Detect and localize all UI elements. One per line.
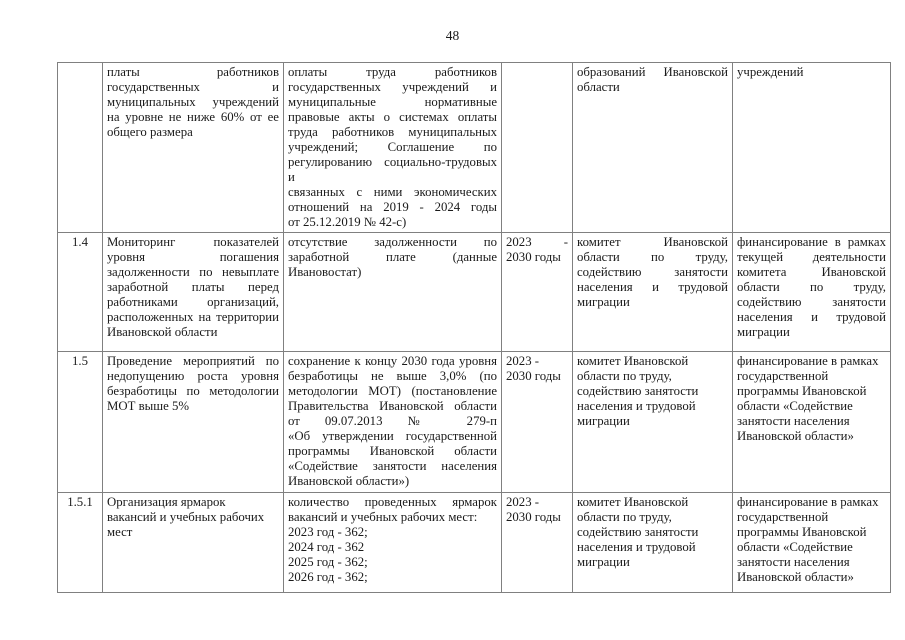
cell-text-line: Ивановской области» xyxy=(737,570,854,584)
cell-text-line: МОТ выше 5% xyxy=(107,399,190,413)
cell-text-line: комитет Ивановской xyxy=(577,495,689,509)
cell-text-line: Мониторинг показателей xyxy=(107,235,279,249)
cell-text-line: 2023 - xyxy=(506,235,568,249)
cell-text-line: государственной xyxy=(737,369,829,383)
cell-text-line: Организация ярмарок xyxy=(107,495,226,509)
cell-text-line: сохранение к концу 2030 года уровня xyxy=(288,354,497,368)
cell-text-line: текущей деятельности xyxy=(737,250,886,264)
cell-activity xyxy=(103,493,284,593)
cell-text-line: 2025 год - 362; xyxy=(288,555,368,569)
table-row xyxy=(58,352,891,493)
cell-text-line: отношений на 2019 - 2024 годы xyxy=(288,200,497,214)
cell-text-line: области по труду, xyxy=(577,369,672,383)
cell-text-line: Правительства Ивановской области xyxy=(288,399,497,413)
cell-text-line: платы работников xyxy=(107,65,279,79)
cell-text-line: миграции xyxy=(577,295,630,309)
cell-text-line: вакансий и учебных рабочих xyxy=(107,510,265,524)
cell-text-line: государственных учреждений и xyxy=(288,80,497,94)
cell-text-line: государственных и xyxy=(107,80,279,94)
cell-text-line: комитет Ивановской xyxy=(577,235,728,249)
cell-text-line: «Об утверждении государственной xyxy=(288,429,497,443)
cell-text-line: государственной xyxy=(737,510,829,524)
cell-text-line: финансирование в рамках xyxy=(737,354,879,368)
cell-expected-result xyxy=(284,63,502,233)
cell-text-line: расположенных на территории xyxy=(107,310,279,324)
cell-number: 1.5 xyxy=(58,352,103,493)
cell-text-line: учреждений xyxy=(737,65,804,79)
measures-table xyxy=(57,62,891,593)
cell-text-line: Ивановской области» xyxy=(737,429,854,443)
cell-text-line: отсутствие задолженности по xyxy=(288,235,497,249)
cell-text-line: программы Ивановской области xyxy=(288,444,497,458)
cell-period xyxy=(502,493,573,593)
cell-text-line: от 09.07.2013 № 279-п xyxy=(288,414,497,428)
cell-text-line: 2026 год - 362; xyxy=(288,570,368,584)
cell-text-line: методологии МОТ) (постановление xyxy=(288,384,497,398)
table-row xyxy=(58,63,891,233)
cell-text-line: недопущению роста уровня xyxy=(107,369,279,383)
cell-text-line: населения и трудовой xyxy=(577,399,696,413)
cell-text-line: безработицы не выше 3,0% (по xyxy=(288,369,497,383)
cell-text-line: труда работников муниципальных xyxy=(288,125,497,139)
cell-text-line: Проведение мероприятий по xyxy=(107,354,279,368)
cell-financing xyxy=(733,352,891,493)
cell-text-line: области по труду, xyxy=(577,510,672,524)
cell-text-line: количество проведенных ярмарок xyxy=(288,495,497,509)
cell-text-line: финансирование в рамках xyxy=(737,495,879,509)
cell-financing xyxy=(733,233,891,352)
cell-text-line: безработицы по методологии xyxy=(107,384,279,398)
cell-text-line: области «Содействие xyxy=(737,540,853,554)
cell-text-line: миграции xyxy=(577,555,630,569)
table-row xyxy=(58,233,891,352)
cell-executor xyxy=(573,493,733,593)
cell-number: 1.4 xyxy=(58,233,103,352)
cell-text-line: 2023 - xyxy=(506,495,540,509)
cell-text-line: общего размера xyxy=(107,125,193,139)
cell-text-line: муниципальных учреждений xyxy=(107,95,279,109)
cell-activity xyxy=(103,63,284,233)
cell-text-line: работниками организаций, xyxy=(107,295,279,309)
cell-executor xyxy=(573,63,733,233)
cell-text-line: от 25.12.2019 № 42-с) xyxy=(288,215,407,229)
cell-text-line: 2024 год - 362 xyxy=(288,540,365,554)
cell-text-line: учреждений; Соглашение по xyxy=(288,140,497,154)
cell-period xyxy=(502,352,573,493)
cell-text-line: заработной платы перед xyxy=(107,280,279,294)
cell-text-line: регулированию социально-трудовых и xyxy=(288,155,497,184)
cell-text-line: комитета Ивановской xyxy=(737,265,886,279)
cell-text-line: «Содействие занятости населения xyxy=(288,459,497,473)
cell-executor xyxy=(573,352,733,493)
cell-text-line: заработной плате (данные xyxy=(288,250,497,264)
cell-text-line: содействию занятости xyxy=(577,265,728,279)
cell-financing xyxy=(733,63,891,233)
cell-financing xyxy=(733,493,891,593)
cell-text-line: населения и трудовой xyxy=(737,310,886,324)
cell-period xyxy=(502,233,573,352)
cell-text-line: области по труду, xyxy=(737,280,886,294)
cell-text-line: занятости населения xyxy=(737,555,850,569)
cell-text-line: образований Ивановской xyxy=(577,65,728,79)
cell-text-line: 2030 годы xyxy=(506,250,561,264)
table-row xyxy=(58,493,891,593)
cell-text-line: комитет Ивановской xyxy=(577,354,689,368)
cell-number xyxy=(58,63,103,233)
cell-expected-result xyxy=(284,233,502,352)
cell-text-line: муниципальные нормативные xyxy=(288,95,497,109)
cell-text-line: 2023 год - 362; xyxy=(288,525,368,539)
cell-text-line: программы Ивановской xyxy=(737,384,867,398)
cell-expected-result xyxy=(284,352,502,493)
cell-executor xyxy=(573,233,733,352)
cell-expected-result xyxy=(284,493,502,593)
cell-number: 1.5.1 xyxy=(58,493,103,593)
cell-text-line: финансирование в рамках xyxy=(737,235,886,249)
cell-period xyxy=(502,63,573,233)
page-number: 48 xyxy=(445,28,460,43)
cell-text-line: миграции xyxy=(577,414,630,428)
cell-text-line: области по труду, xyxy=(577,250,728,264)
cell-activity xyxy=(103,352,284,493)
cell-text-line: 2023 - xyxy=(506,354,540,368)
cell-text-line: области xyxy=(577,80,620,94)
cell-text-line: области «Содействие xyxy=(737,399,853,413)
cell-text-line: содействию занятости xyxy=(577,525,699,539)
cell-text-line: правовые акты о системах оплаты xyxy=(288,110,497,124)
cell-text-line: задолженности по невыплате xyxy=(107,265,279,279)
cell-text-line: вакансий и учебных рабочих мест: xyxy=(288,510,478,524)
cell-text-line: оплаты труда работников xyxy=(288,65,497,79)
cell-text-line: мест xyxy=(107,525,133,539)
cell-text-line: содействию занятости xyxy=(577,384,699,398)
cell-text-line: Ивановской области») xyxy=(288,474,410,488)
cell-text-line: 2030 годы xyxy=(506,510,561,524)
cell-text-line: 2030 годы xyxy=(506,369,561,383)
cell-text-line: содействию занятости xyxy=(737,295,886,309)
cell-text-line: связанных с ними экономических xyxy=(288,185,497,199)
cell-text-line: населения и трудовой xyxy=(577,280,728,294)
cell-text-line: на уровне не ниже 60% от ее xyxy=(107,110,279,124)
cell-text-line: программы Ивановской xyxy=(737,525,867,539)
cell-activity xyxy=(103,233,284,352)
cell-text-line: миграции xyxy=(737,325,790,339)
cell-text-line: Ивановостат) xyxy=(288,265,362,279)
cell-text-line: Ивановской области xyxy=(107,325,218,339)
cell-text-line: населения и трудовой xyxy=(577,540,696,554)
cell-text-line: уровня погашения xyxy=(107,250,279,264)
cell-text-line: занятости населения xyxy=(737,414,850,428)
